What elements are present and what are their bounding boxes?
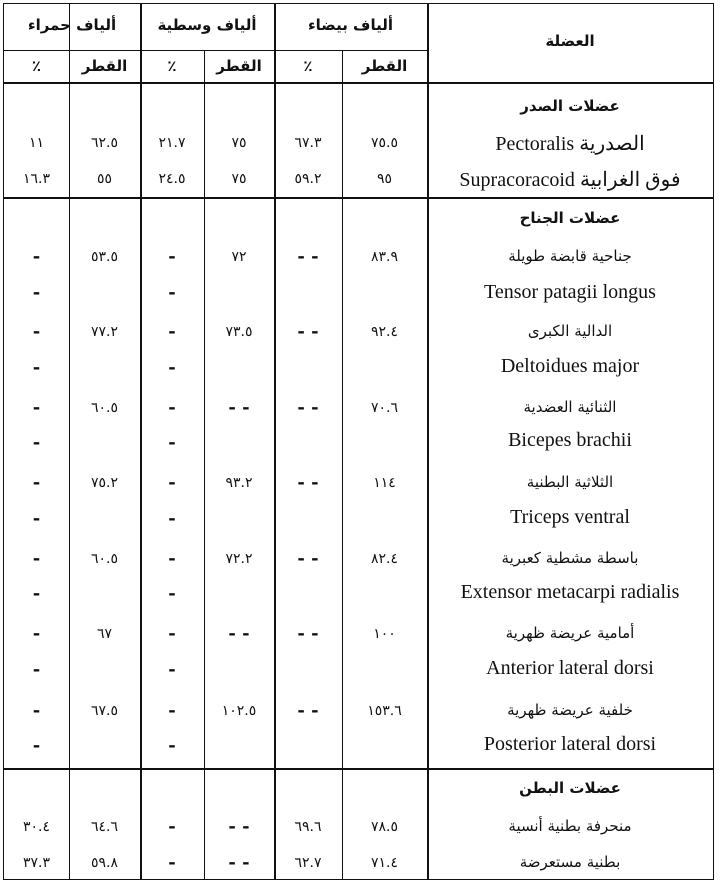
white-percent: - - [297,700,319,721]
intermediate-percent: - [168,508,176,529]
white-diameter: ٨٢.٤ [370,551,398,567]
intermediate-percent: - [168,246,176,267]
red-percent: - [32,397,41,418]
intermediate-percent: - [168,397,176,418]
red-percent: - [32,321,41,342]
white-diameter: ٩٥ [376,171,393,187]
white-diameter: ١٠٠ [373,626,396,642]
group-title-chest: عضلات الصدر [520,97,620,115]
intermediate-percent: ٢١.٧ [158,135,186,151]
intermediate-percent: - [168,623,176,644]
muscle-name-english: Posterior lateral dorsi [483,733,657,755]
muscle-name-english: Tensor patagii longus [484,281,656,303]
red-percent: - [32,659,41,680]
header-red-fibers: ألياف حمراء [27,16,117,34]
intermediate-percent: - [168,321,176,342]
group-divider [4,768,713,770]
muscle-name-arabic: الثنائية العضدية [523,398,617,416]
white-diameter: ٩٢.٤ [370,324,398,340]
header-muscle: العضلة [545,32,595,50]
white-percent: ٥٩.٢ [294,171,322,187]
white-percent: ٦٩.٦ [294,819,322,835]
red-diameter: ٦٢.٥ [90,135,118,151]
red-percent: ١٦.٣ [22,171,50,187]
red-diameter: ٦٧.٥ [90,703,118,719]
red-diameter: ٦٤.٦ [90,819,118,835]
red-percent: - [32,623,41,644]
muscle-name-english: Anterior lateral dorsi [486,657,654,679]
white-diameter: ٨٣.٩ [370,249,398,265]
white-percent: - - [297,548,319,569]
intermediate-percent: - [168,852,176,873]
red-diameter: ٥٥ [96,171,113,187]
red-diameter: ٧٥.٢ [90,475,118,491]
white-percent: - - [297,246,319,267]
white-percent: ٦٢.٧ [294,855,322,871]
intermediate-diameter: - - [228,852,250,873]
white-diameter: ٧٨.٥ [370,819,398,835]
muscle-name-english: Deltoidues major [500,355,640,377]
intermediate-percent: - [168,700,176,721]
intermediate-percent: - [168,282,176,303]
white-diameter: ٧٥.٥ [370,135,398,151]
group-divider [4,197,713,199]
intermediate-diameter: - - [228,816,250,837]
intermediate-percent: - [168,432,176,453]
muscle-name-arabic: الثلاثية البطنية [526,473,614,491]
white-percent: - - [297,623,319,644]
intermediate-diameter: ٧٢ [231,249,247,265]
white-percent: - - [297,472,319,493]
white-percent: - - [297,321,319,342]
red-percent: ٣٠.٤ [22,819,50,835]
muscle-name-english: Extensor metacarpi radialis [460,581,680,603]
red-diameter: ٦٧ [96,626,113,642]
intermediate-percent: - [168,583,176,604]
header-divider [4,50,427,51]
white-diameter: ١٥٣.٦ [367,703,402,719]
red-diameter: ٥٣.٥ [90,249,118,265]
red-percent: - [32,508,41,529]
header-bottom-line [4,82,713,84]
muscle-name-english: Bicepes brachii [508,429,632,451]
header-percent: ٪ [303,57,313,75]
muscle-name-english: Triceps ventral [510,506,630,528]
group-title-abdomen: عضلات البطن [519,779,621,797]
intermediate-percent: - [168,472,176,493]
white-percent: - - [297,397,319,418]
muscle-name: بطنية مستعرضة [519,853,621,871]
header-percent: ٪ [167,57,177,75]
red-percent: - [32,282,41,303]
muscle-name: منحرفة بطنية أنسية [508,817,632,835]
red-percent: - [32,583,41,604]
intermediate-diameter: - - [228,623,250,644]
group-title-wing: عضلات الجناح [519,209,621,227]
intermediate-diameter: ٧٣.٥ [225,324,253,340]
muscle-name: Pectoralis الصدرية [495,133,645,155]
intermediate-percent: - [168,659,176,680]
intermediate-diameter: ١٠٢.٥ [221,703,257,719]
muscle-name-arabic: خلفية عريضة ظهرية [507,701,633,719]
intermediate-diameter: ٧٥ [231,171,247,187]
intermediate-diameter: ٧٥ [231,135,247,151]
muscle-name-arabic: الدالية الكبرى [527,322,613,340]
red-percent: ١١ [28,135,45,151]
header-diameter: القطر [81,57,128,75]
header-percent: ٪ [31,57,42,75]
header-intermediate-fibers: ألياف وسطية [157,16,257,34]
header-diameter: القطر [361,57,408,75]
white-diameter: ١١٤ [373,475,396,491]
intermediate-diameter: ٩٣.٢ [225,475,253,491]
red-percent: - [32,548,41,569]
red-diameter: ٦٠.٥ [90,551,118,567]
red-diameter: ٦٠.٥ [90,400,118,416]
intermediate-diameter: - - [228,397,250,418]
intermediate-percent: - [168,735,176,756]
intermediate-diameter: ٧٢.٢ [225,551,253,567]
intermediate-percent: - [168,548,176,569]
muscle-name-arabic: جناحية قابضة طويلة [508,247,632,265]
red-percent: - [32,735,41,756]
red-diameter: ٥٩.٨ [90,855,118,871]
muscle-name-arabic: باسطة مشطية كعبرية [501,549,639,567]
header-diameter: القطر [216,57,262,75]
muscle-name-arabic: أمامية عريضة ظهرية [505,624,635,642]
red-percent: - [32,472,41,493]
red-percent: - [32,700,41,721]
red-diameter: ٧٧.٢ [90,324,118,340]
red-percent: ٣٧.٣ [22,855,50,871]
red-percent: - [32,246,41,267]
white-diameter: ٧٠.٦ [370,400,398,416]
muscle-fiber-table [3,3,714,880]
intermediate-percent: ٢٤.٥ [158,171,186,187]
red-percent: - [32,432,41,453]
header-white-fibers: ألياف بيضاء [307,16,393,34]
white-percent: ٦٧.٣ [294,135,322,151]
intermediate-percent: - [168,357,176,378]
muscle-name: Supracoracoid فوق الغرابية [459,169,681,191]
red-percent: - [32,357,41,378]
white-diameter: ٧١.٤ [370,855,398,871]
intermediate-percent: - [168,816,176,837]
